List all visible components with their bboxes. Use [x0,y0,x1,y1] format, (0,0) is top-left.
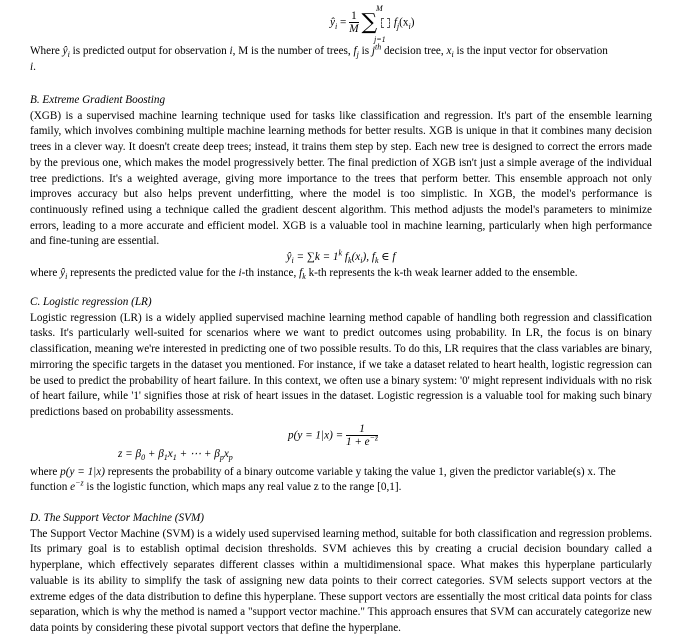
lr-eq2-xp: x [223,447,229,460]
lr-where2-sup: −z [75,478,84,488]
rf-where-x-sub: i [451,50,454,60]
rf-term-close: ) [410,16,415,29]
placeholder-box-icon [381,18,390,28]
xgb-where-i: i [238,266,242,279]
rf-yhat: ŷ [330,16,335,29]
lr-eq2-lhs: z = β [118,447,142,460]
xgb-eq-tail: ), f [362,251,375,264]
rf-equation [330,2,460,42]
rf-frac-den: M [349,23,359,35]
section-heading-xgb: B. Extreme Gradient Boosting [30,94,166,106]
xgb-eq-arg-sub: i [360,256,363,266]
xgb-eq-f-sub: k [348,256,352,266]
rf-where-j-sup: th [375,42,382,52]
rf-frac-num: 1 [351,10,357,22]
rf-where-t1: Where [30,45,63,57]
xgb-where-t3: -th instance, [241,266,300,279]
rf-where-yhat-sub: i [67,50,70,60]
xgb-equation [30,250,652,266]
rf-term-arg-sub: i [408,21,411,31]
xgb-eq-f: f [342,251,348,264]
xgb-eq-mid: = ∑k = 1 [293,251,339,264]
section-xgb [30,93,652,281]
lr-where2-e: e [70,481,76,494]
lr-where1-p: p(y = 1|x) [60,465,105,478]
sum-upper-limit: M [376,4,383,13]
xgb-where-t4: k-th represents the k-th weak learner added to the ensemble. [305,266,578,279]
xgb-eq-arg: (x [351,251,361,264]
xgb-where-t1: where [30,266,61,279]
rf-where-t5: decision tree, [381,45,447,57]
rf-where-j: j [371,45,376,57]
rf-where-t7: . [33,60,36,73]
rf-term-arg: (x [399,16,409,29]
xgb-eq-lhs: ŷ [286,251,292,264]
lr-where2-t1: function [30,481,71,494]
rf-fraction [349,10,359,36]
section-heading-svm: D. The Support Vector Machine (SVM) [30,512,204,524]
lr-where-text [30,465,652,496]
rf-where-i2: i [30,60,34,73]
lr-eq1-num: 1 [346,423,378,436]
lr-eq2 [118,447,233,463]
lr-eq2-s0: 0 [141,452,146,462]
lr-eq2-xs1: 1 [172,452,177,462]
lr-eq1-lhs: p(y = 1|x) = [288,429,344,442]
lr-eq1-den-sup: −z [369,432,379,442]
section-lr [30,295,652,496]
xgb-eq-end: ∈ f [378,251,396,264]
lr-where2-t2: is the logistic function, which maps any real value z to the range [0,1]. [83,481,402,494]
rf-where-t4: is [358,45,372,57]
rf-where-yhat: ŷ [62,45,68,57]
section-svm [30,511,652,637]
rf-term-sub: j [396,21,400,31]
rf-where-i1: i [229,45,233,57]
xgb-where-y-sub: i [65,271,68,281]
lr-eq2-sp: p [219,452,224,462]
rf-where-text [30,44,652,75]
section-heading-lr: C. Logistic regression (LR) [30,296,152,308]
xgb-where-y: ŷ [60,266,66,279]
rf-yhat-sub: i [334,21,338,31]
lr-eq1 [288,423,378,449]
rf-where-t2: is predicted output for observation [69,45,230,57]
rf-where-f: f [353,45,357,57]
xgb-where-f: f [299,266,303,279]
rf-term: f [393,16,397,29]
xgb-where-text [30,266,652,282]
xgb-where-t2: represents the predicted value for the [67,266,239,279]
lr-eq2-dots: + ⋯ + β [176,447,220,460]
lr-eq1-den: 1 + e [345,435,370,448]
section-body-svm: The Support Vector Machine (SVM) is a widely used supervised learning method, suitable for both classification and regression problems. Its primary goal is to establish optimal decision thresholds. SVM achieves this by creating a crucial decision boundary called a hyperplane, which effectively separates different classes within a multidimensional space. What makes this hyperplane particularly valuable is its ability to simplify the task of assigning new data points to their correct categories. SVM selects support vectors at the extreme edges of the data distribution to define this hyperplane. These support vectors are essentially the most critical data points for class separation, which is why the method is named a "support vector machine." This approach ensures that SVM can accurately categorize new data points by considering these pivotal support vectors that define the hyperplane. [30,527,652,634]
section-body-xgb: (XGB) is a supervised machine learning technique used for tasks like classification and regression. It's part of the ensemble learning family, which involves combining multiple machine learning methods for better results. XGB is unique in that it combines many decision trees in a clever way. It doesn't create deep trees; instead, it trains them step by step. Each new tree is designed to correct the errors made by the previous one, which makes the model progressively better. The final prediction of XGB isn't just a simple average of the individual tree predictions. It's a weighted average, giving more importance to the trees that perform better. This ensemble approach not only improves accuracy but also helps prevent underfitting, where the model is too simplistic. In XGB, the model's performance is continuously refined using a technique called the gradient descent algorithm. This method adjusts the model's parameters to minimize errors, leading to a more accurate and efficient model. XGB is a valuable tool in machine learning, particularly when high performance and fine-tuning are essential. [30,109,652,248]
xgb-eq-lhs-sub: i [291,256,294,266]
rf-where-x: x [446,45,452,57]
lr-equations [30,421,652,465]
sum-symbol: ∑ [361,10,378,36]
lr-eq2-xsp: p [228,452,233,462]
rf-where-f-sub: j [356,50,359,60]
section-body-lr: Logistic regression (LR) is a widely applied supervised machine learning method capable of handling both regression and classification tasks. It's particularly well-suited for scenarios where we want to predict outcomes using probability. In LR, the focus is on binary classification, meaning we're interested in predicting one of two possible results. To do this, LR requires that the class variables are binary, mirroring the specific targets in the dataset you mentioned. For instance, if we take a dataset related to heart health, logistic regression can be used to predict the probability of heart failure. In this context, we often use a binary system: '0' might represent individuals with no risk of heart failure, while '1' signifies those at risk of heart issues in the dataset. Logistic regression is a valuable tool for making such binary predictions based on probability assessments. [30,311,652,418]
xgb-where-f-sub: k [302,271,306,281]
lr-where1-t2: represents the probability of a binary outcome variable y taking the value 1, given the predictor variable(s) x. The [104,465,616,478]
xgb-eq-sup: k [338,248,343,258]
rf-where-t6: is the input vector for observation [453,45,608,57]
rf-where-t3: , M is the number of trees, [232,45,354,57]
lr-eq1-fraction [346,423,378,449]
rf-equals: = [340,16,347,29]
lr-where1-t1: where [30,465,61,478]
lr-eq2-s1: 1 [163,452,168,462]
xgb-eq-tail-sub: k [374,256,379,266]
sum-lower-limit: j=1 [374,35,386,44]
lr-eq2-x: x [167,447,173,460]
lr-eq2-b: + β [145,447,164,460]
